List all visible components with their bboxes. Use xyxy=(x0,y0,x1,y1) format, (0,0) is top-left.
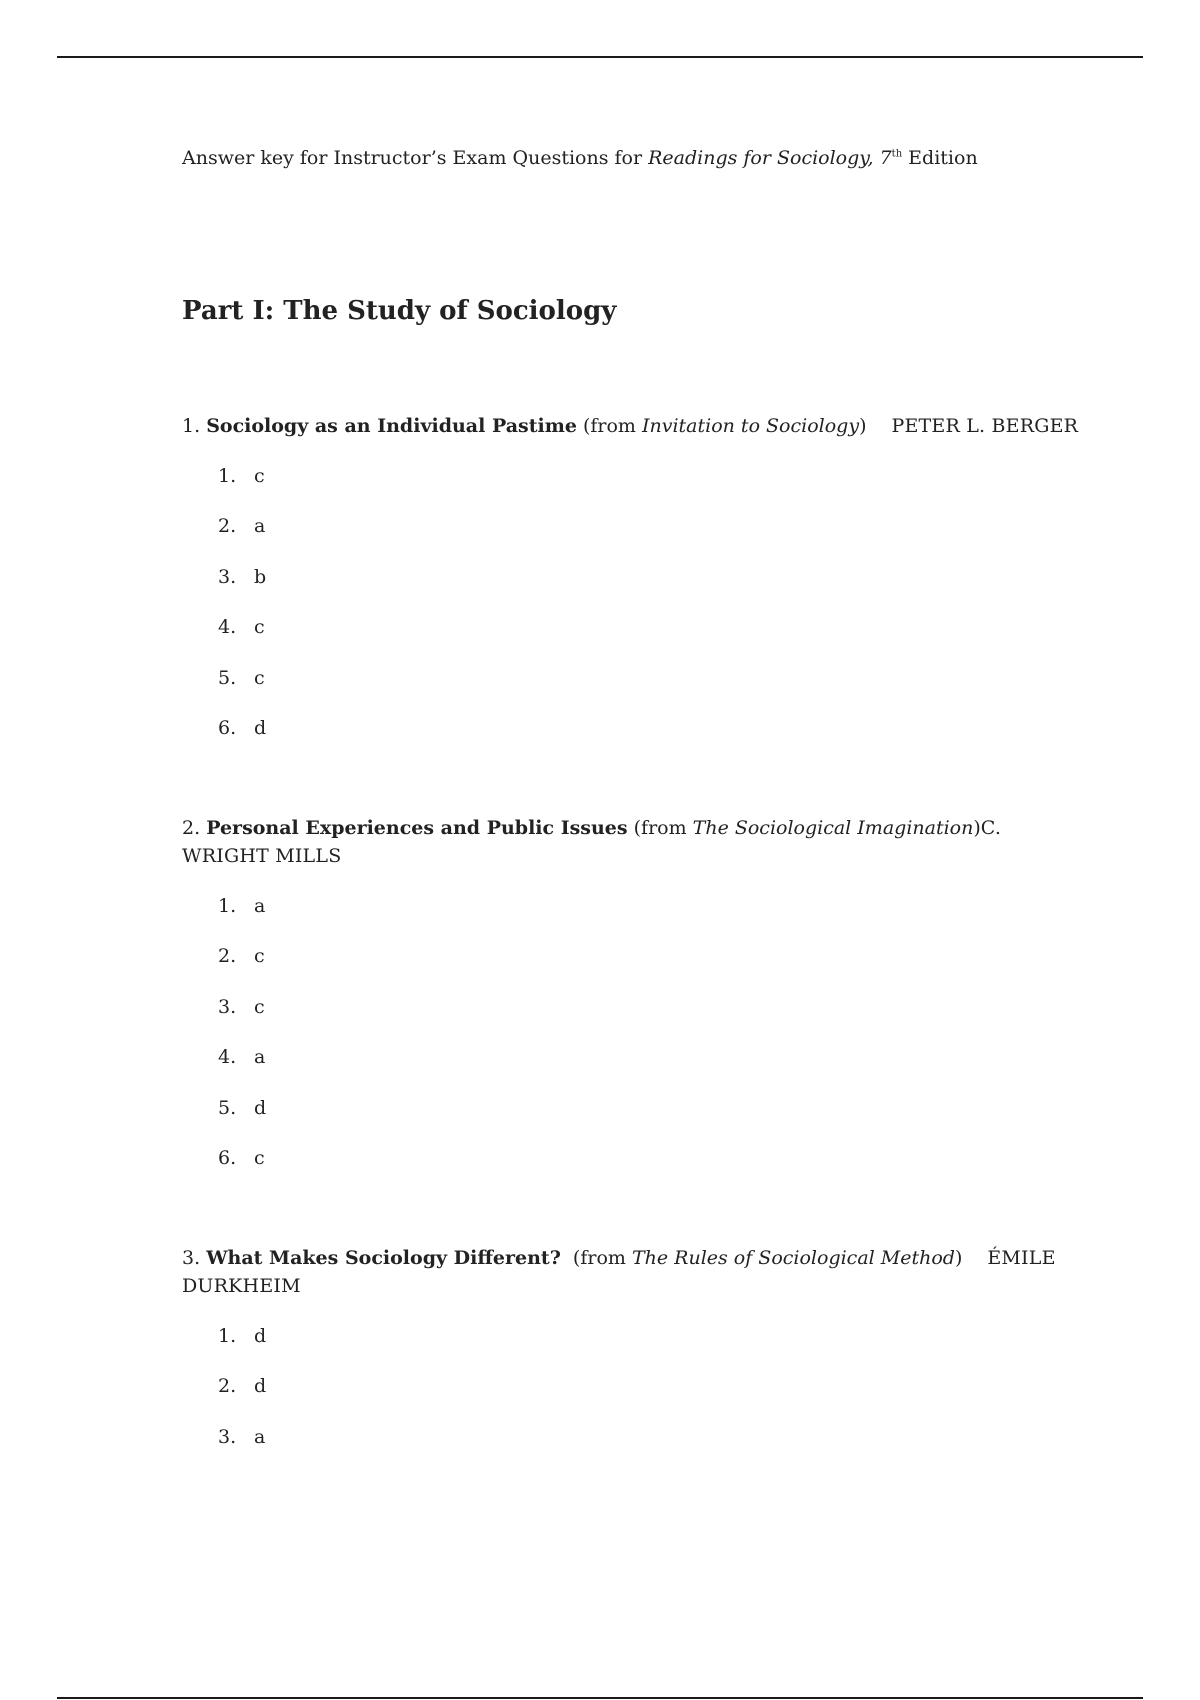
answer-letter: c xyxy=(254,1146,265,1169)
bottom-rule xyxy=(57,1697,1143,1699)
answer-letter: d xyxy=(254,716,267,739)
reading-number: 1. xyxy=(182,415,201,437)
answer-number: 1. xyxy=(218,895,237,917)
header-book-title: Readings for Sociology xyxy=(648,147,868,169)
header-edition-number: , 7 xyxy=(867,147,892,169)
reading-author: ÉMILE DURKHEIM xyxy=(182,1247,1062,1297)
answer-letter: a xyxy=(254,1046,266,1069)
list-item xyxy=(218,716,266,766)
reading-from-suffix: ) xyxy=(859,415,867,437)
list-item xyxy=(218,944,266,994)
answer-number: 3. xyxy=(218,1425,237,1448)
answer-number: 2. xyxy=(218,515,237,538)
answer-letter: d xyxy=(254,1375,267,1398)
reading-source: The Rules of Sociological Method xyxy=(631,1247,955,1269)
answer-letter: c xyxy=(254,666,265,689)
answer-letter: b xyxy=(254,565,267,588)
reading-title: What Makes Sociology Different? xyxy=(206,1247,561,1269)
reading-author: C. WRIGHT MILLS xyxy=(182,817,1002,867)
answer-number: 4. xyxy=(218,616,237,639)
part-title: Part I: The Study of Sociology xyxy=(182,296,617,326)
reading-heading xyxy=(182,1244,1082,1300)
reading-title: Sociology as an Individual Pastime xyxy=(206,415,577,437)
answer-letter: c xyxy=(254,995,265,1018)
reading-source: Invitation to Sociology xyxy=(641,415,860,437)
list-item xyxy=(218,1425,266,1475)
reading-from-prefix: (from xyxy=(627,817,693,839)
answer-letter: d xyxy=(254,1096,267,1119)
header-prefix: Answer key for Instructor’s Exam Questions for xyxy=(182,147,649,169)
reading-from-prefix: (from xyxy=(576,415,642,437)
reading-source: The Sociological Imagination xyxy=(692,817,974,839)
header-edition-word: Edition xyxy=(902,147,978,169)
answer-list xyxy=(218,1324,266,1475)
answer-letter: c xyxy=(254,465,265,487)
top-rule xyxy=(57,56,1143,58)
answer-letter: a xyxy=(254,895,266,917)
answer-number: 2. xyxy=(218,1375,237,1398)
list-item xyxy=(218,514,266,564)
answer-number: 3. xyxy=(218,995,237,1018)
list-item xyxy=(218,1374,266,1424)
answer-letter: c xyxy=(254,945,265,968)
answer-number: 6. xyxy=(218,716,237,739)
document-header xyxy=(182,146,978,170)
reading-heading xyxy=(182,412,1082,440)
answer-number: 6. xyxy=(218,1146,237,1169)
answer-letter: a xyxy=(254,515,266,538)
reading-title: Personal Experiences and Public Issues xyxy=(206,817,628,839)
answer-list xyxy=(218,894,266,1196)
answer-letter: d xyxy=(254,1325,267,1347)
answer-number: 5. xyxy=(218,1096,237,1119)
list-item xyxy=(218,1045,266,1095)
reading-number: 2. xyxy=(182,817,201,839)
reading-author: PETER L. BERGER xyxy=(866,415,1079,437)
header-edition-suffix: th xyxy=(891,148,903,160)
answer-letter: c xyxy=(254,616,265,639)
list-item xyxy=(218,1146,266,1196)
answer-number: 5. xyxy=(218,666,237,689)
list-item xyxy=(218,666,266,716)
list-item xyxy=(218,615,266,665)
reading-number: 3. xyxy=(182,1247,201,1269)
answer-number: 4. xyxy=(218,1046,237,1069)
list-item xyxy=(218,894,266,944)
answer-number: 3. xyxy=(218,565,237,588)
reading-from-suffix: ) xyxy=(954,1247,963,1269)
reading-heading xyxy=(182,814,1082,870)
answer-number: 2. xyxy=(218,945,237,968)
list-item xyxy=(218,565,266,615)
reading-from-prefix: (from xyxy=(560,1247,632,1269)
answer-number: 1. xyxy=(218,1325,237,1347)
list-item xyxy=(218,1096,266,1146)
list-item xyxy=(218,995,266,1045)
list-item xyxy=(218,464,266,514)
reading-from-suffix: ) xyxy=(973,817,981,839)
answer-list xyxy=(218,464,266,766)
answer-number: 1. xyxy=(218,465,237,487)
list-item xyxy=(218,1324,266,1374)
answer-letter: a xyxy=(254,1425,266,1448)
